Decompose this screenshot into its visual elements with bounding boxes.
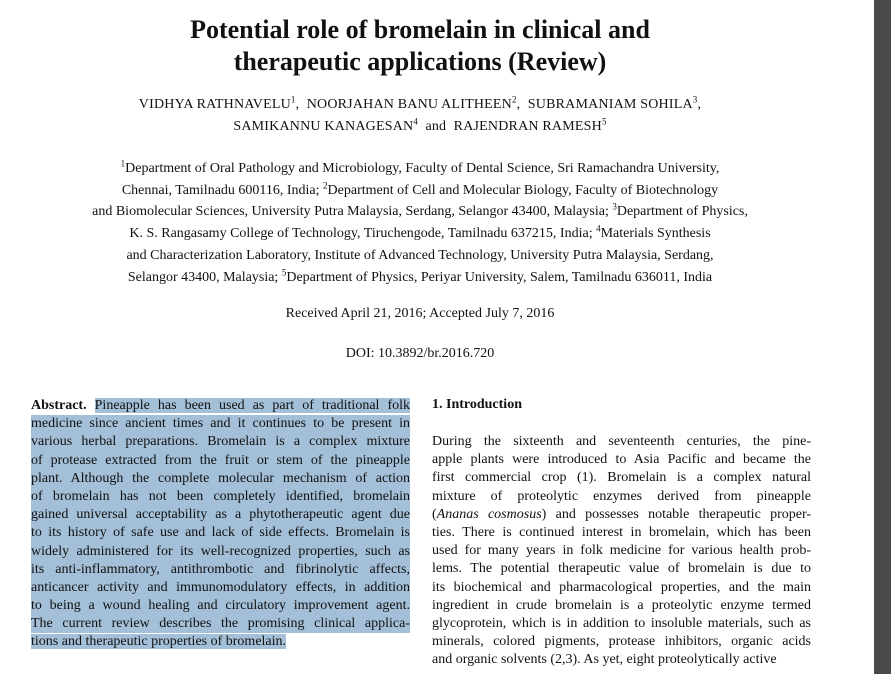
author-list: [60, 94, 780, 138]
introduction-body: [432, 433, 811, 669]
affil-text: Department of Oral Pathology and Microbiology, Faculty of Dental Science, Sri Ramachandra University,: [125, 161, 720, 176]
affiliation-line: [40, 158, 800, 180]
affiliation-line: [40, 245, 800, 267]
vertical-scrollbar[interactable]: [874, 0, 891, 674]
intro-text: ) and possesses notable therapeutic proper-: [541, 506, 811, 522]
affiliation-line: [40, 223, 800, 245]
intro-line: and organic solvents (2,3). As yet, eight proteolytically active: [432, 652, 777, 668]
abstract-line[interactable]: of bromelain has not been completely identified, bromelain: [31, 488, 410, 506]
author-conjunction: and: [425, 119, 447, 134]
abstract-line[interactable]: The current review describes the promising clinical applica-: [31, 615, 410, 633]
author-affil-mark: 3: [692, 94, 698, 105]
abstract-line: [31, 397, 410, 415]
affiliations: [40, 158, 800, 288]
author-affil-mark: 1: [290, 94, 296, 105]
author-affil-mark: 2: [511, 94, 517, 105]
paper-title: [120, 14, 720, 78]
abstract-line[interactable]: to being a wound healing and circulatory improvement agent.: [31, 597, 410, 615]
affil-text: Department of Cell and Molecular Biology, Faculty of Biotechnology: [327, 182, 719, 198]
author-name: SUBRAMANIAM SOHILA: [527, 97, 693, 112]
abstract-line[interactable]: anticancer activity and immunomodulatory effects, in addition: [31, 579, 410, 597]
affil-text: Selangor 43400, Malaysia;: [127, 269, 279, 285]
intro-line: first commercial crop (1). Bromelain is a complex natural: [432, 470, 811, 486]
title-line-1: Potential role of bromelain in clinical and: [190, 15, 650, 44]
affiliation-line: [40, 180, 800, 202]
abstract-text-selected[interactable]: tions and therapeutic properties of bromelain.: [31, 634, 287, 650]
author-line-1: VIDHYA RATHNAVELU$^1$, NOORJAHAN BANU ALITHEEN$^2$, SUBRAMANIAM SOHILA$^3$,: [138, 94, 702, 112]
intro-line: ties. There is continued interest in bromelain, which has been: [432, 524, 811, 540]
abstract-line: [31, 633, 410, 651]
affil-text: Materials Synthesis: [600, 226, 711, 242]
author-name: SAMIKANNU KANAGESAN: [233, 119, 414, 134]
abstract-text-selected[interactable]: Pineapple has been used as part of traditional folk: [94, 398, 411, 413]
affil-text: Chennai, Tamilnadu 600116, India;: [121, 182, 320, 198]
section-heading-introduction: 1. Introduction: [432, 397, 522, 412]
affil-mark: 1: [120, 158, 126, 169]
intro-line: [432, 506, 811, 524]
author-name: RAJENDRAN RAMESH: [453, 119, 602, 134]
abstract-line[interactable]: its anti-inflammatory, antithrombotic and fibrinolytic affects,: [31, 561, 410, 579]
intro-line: apple plants were introduced to Asia Pacific and became the: [432, 452, 811, 468]
species-name: Ananas cosmosus: [436, 506, 542, 522]
author-affil-mark: 4: [413, 116, 419, 127]
abstract-line[interactable]: to its history of safe use and lack of side effects. Bromelain is: [31, 524, 410, 542]
intro-line: glycoprotein, which is in addition to insoluble materials, such as: [432, 615, 811, 631]
intro-line: used for many years in folk medicine for various health prob-: [432, 543, 811, 559]
abstract-label: Abstract.: [31, 398, 87, 413]
abstract-line[interactable]: medicine since ancient times and it continues to be present in: [31, 415, 410, 433]
received-accepted-dates: Received April 21, 2016; Accepted July 7, 2016: [285, 306, 555, 321]
affil-mark: 5: [281, 266, 287, 277]
author-name: NOORJAHAN BANU ALITHEEN: [306, 97, 512, 112]
abstract: [31, 397, 410, 652]
abstract-line[interactable]: gained universal acceptability as a phytotherapeutic agent due: [31, 506, 410, 524]
abstract-line[interactable]: widely administered for its well-recognized properties, such as: [31, 543, 410, 561]
affil-mark: 4: [596, 223, 601, 234]
affil-text: Department of Physics,: [616, 204, 748, 220]
intro-line: minerals, colored pigments, protease inhibitors, organic acids: [432, 634, 811, 650]
intro-line: During the sixteenth and seventeenth centuries, the pine-: [432, 434, 811, 449]
intro-line: its biochemical and pharmacological properties, and the main: [432, 579, 811, 595]
affiliation-line: [40, 267, 800, 289]
abstract-line[interactable]: various herbal preparations. Bromelain is a complex mixture: [31, 433, 410, 451]
intro-line: mixture of proteolytic enzymes derived from pineapple: [432, 488, 811, 504]
affil-mark: 2: [323, 180, 328, 191]
affil-text: and Biomolecular Sciences, University Putra Malaysia, Serdang, Selangor 43400, Malaysia;: [92, 204, 609, 220]
title-line-2: therapeutic applications (Review): [233, 47, 607, 76]
abstract-line[interactable]: of protease extracted from the fruit or stem of the pineapple: [31, 452, 410, 470]
affil-text: and Characterization Laboratory, Institute of Advanced Technology, University Putra Malaysia, Serdang,: [126, 247, 714, 263]
author-line-2: [60, 116, 780, 138]
affiliation-line: [40, 201, 800, 223]
author-affil-mark: 5: [601, 116, 607, 127]
affil-text: K. S. Rangasamy College of Technology, Tiruchengode, Tamilnadu 637215, India;: [129, 226, 593, 242]
intro-text: (: [432, 506, 437, 522]
intro-line: lems. The potential therapeutic value of bromelain is due to: [432, 561, 811, 577]
affil-text: Department of Physics, Periyar University, Salem, Tamilnadu 636011, India: [286, 269, 713, 285]
intro-line: ingredient in crude bromelain is a proteolytic enzyme termed: [432, 597, 811, 613]
doi-link[interactable]: DOI: 10.3892/br.2016.720: [345, 346, 495, 361]
affil-mark: 3: [612, 201, 617, 212]
abstract-line[interactable]: plant. Although the complete molecular mechanism of action: [31, 470, 410, 488]
author-name: VIDHYA RATHNAVELU: [138, 97, 291, 112]
